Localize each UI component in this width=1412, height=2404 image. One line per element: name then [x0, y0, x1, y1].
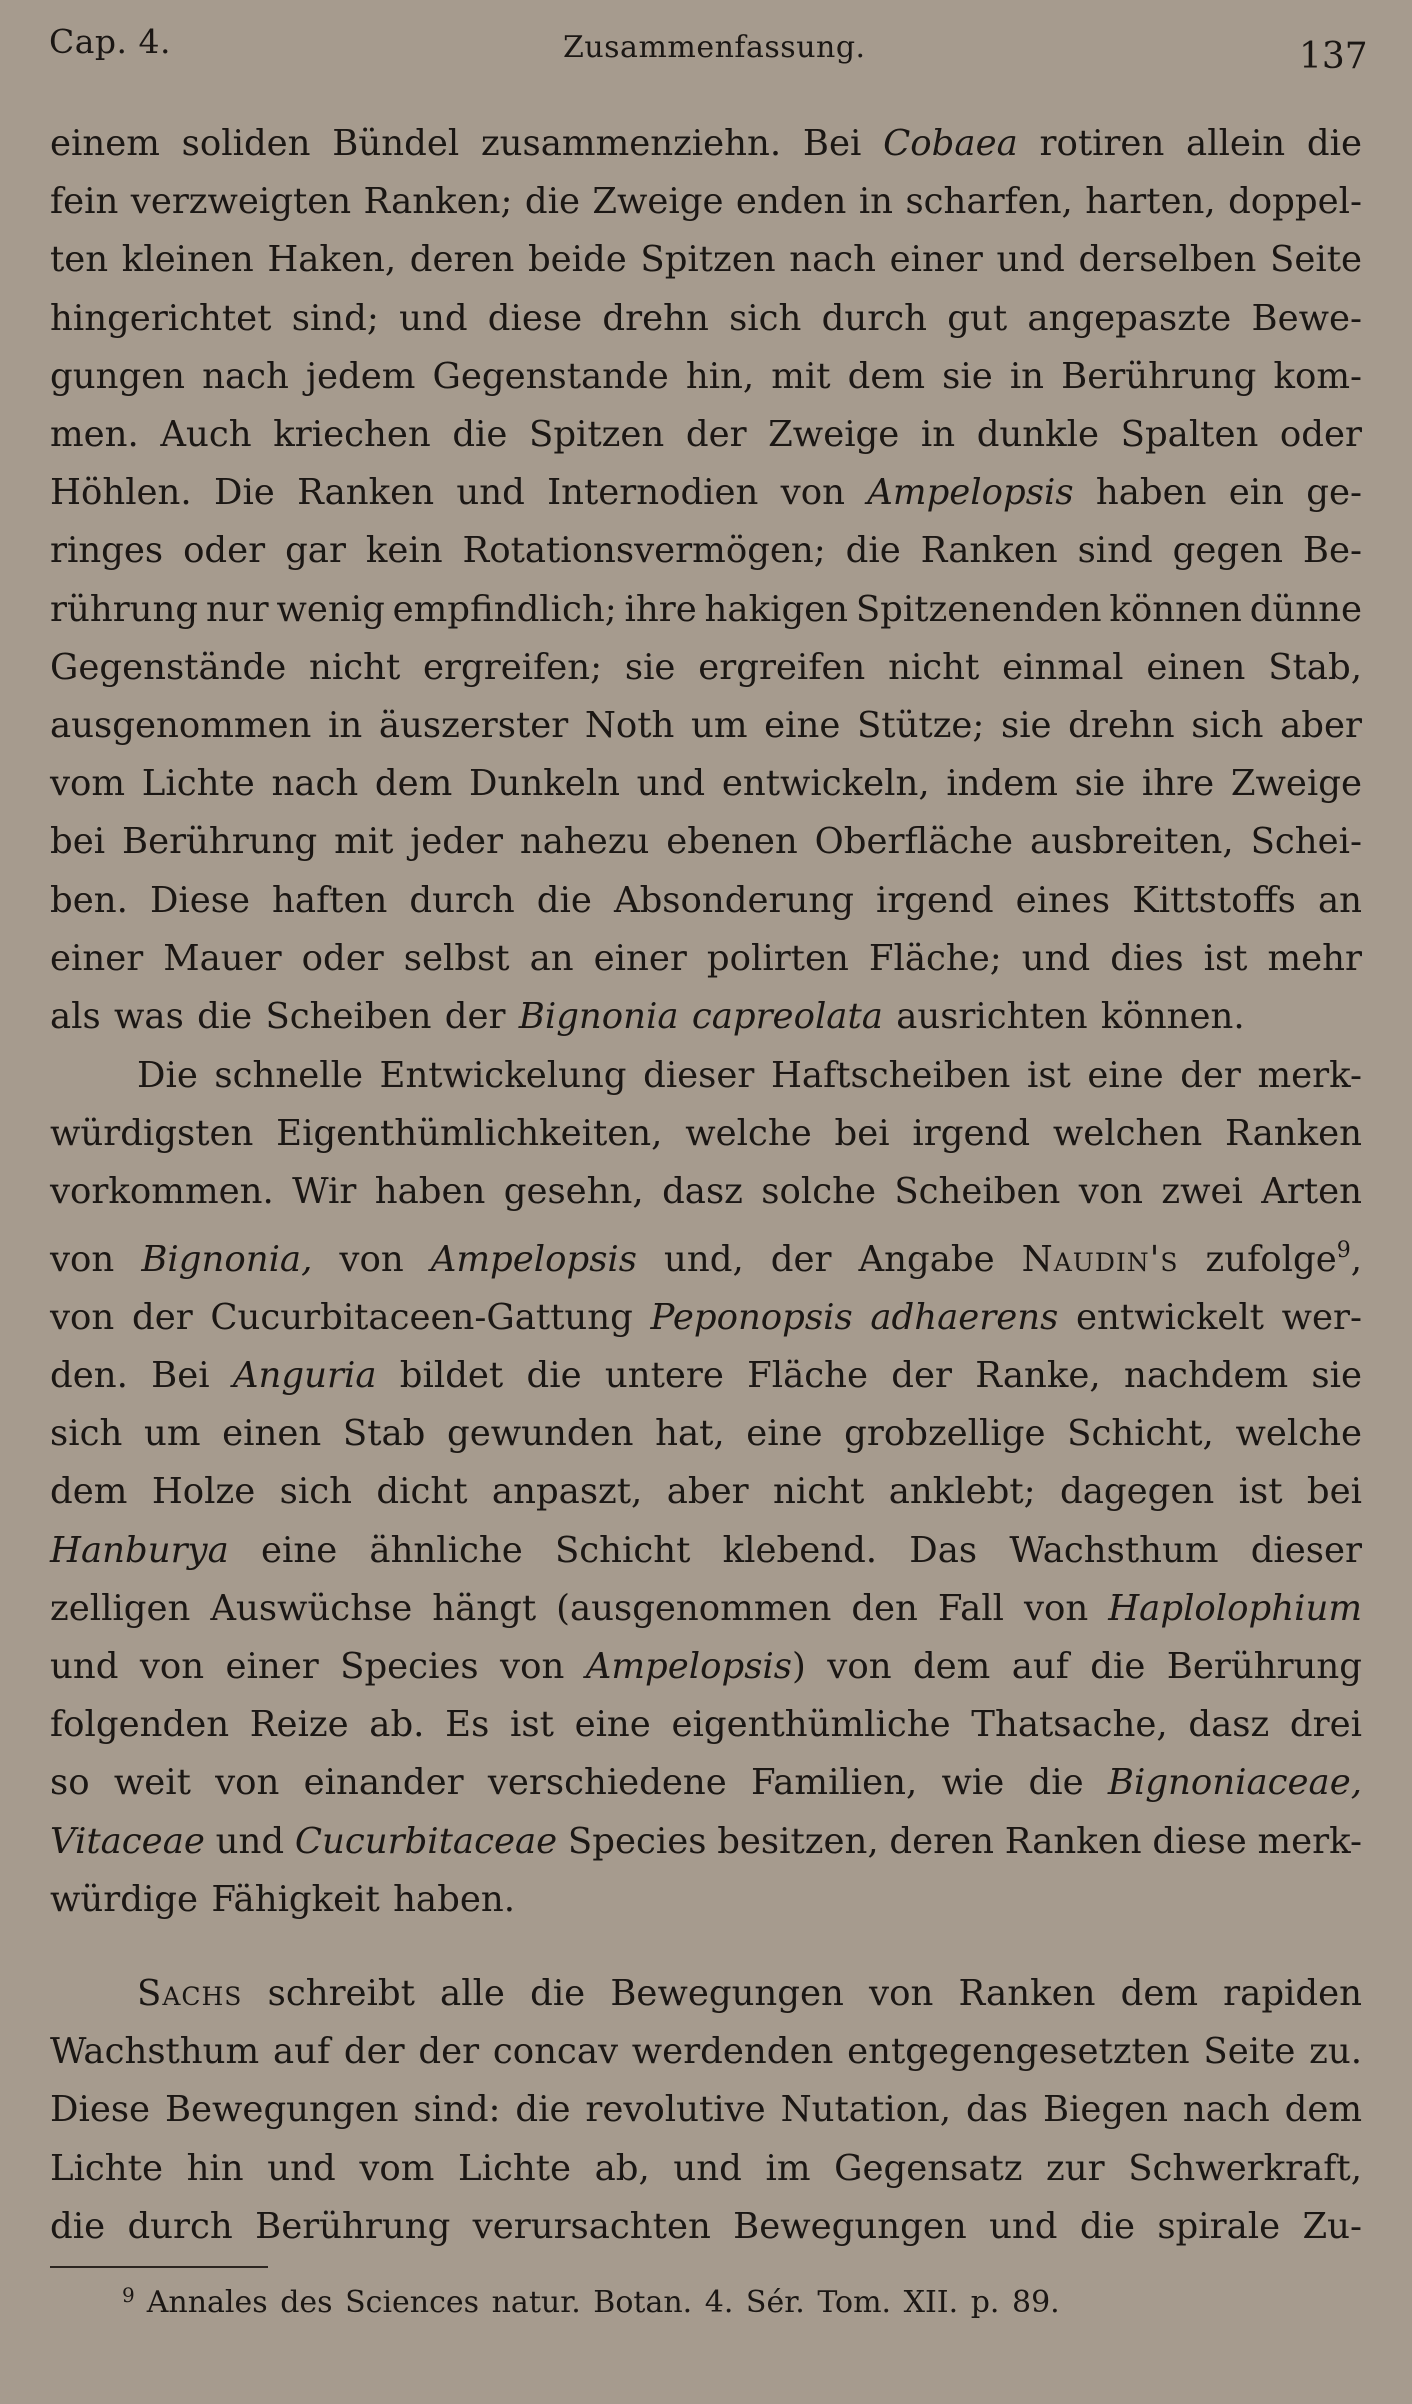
paragraph-1	[50, 115, 1362, 1046]
text-line: gungen nach jedem Gegenstande hin, mit dem sie in Berührung kom-	[50, 355, 1362, 397]
text-line: würdige Fähigkeit haben.	[50, 1878, 515, 1920]
text-line: Hanburya eine ähnliche Schicht klebend. Das Wachsthum dieser	[50, 1529, 1362, 1571]
taxon-name: Ampelopsis	[867, 472, 1074, 514]
paragraph-2	[50, 1047, 1362, 1929]
text-line: bei Berührung mit jeder nahezu ebenen Oberfläche ausbreiten, Schei-	[50, 821, 1362, 863]
taxon-name: Ampelopsis	[585, 1646, 793, 1688]
text-line: ausgenommen in äuszerster Noth um eine Stütze; sie drehn sich aber	[50, 705, 1362, 747]
text-line: vom Lichte nach dem Dunkeln und entwickeln, indem sie ihre Zweige	[50, 763, 1362, 805]
page-number: 137	[1299, 36, 1368, 77]
text-line: Wachsthum auf der der concav werdenden entgegengesetzten Seite zu.	[50, 2031, 1362, 2073]
paragraph-3	[50, 1965, 1362, 2256]
footnote-text: Annales des Sciences natur. Botan. 4. Sér. Tom. XII. p. 89.	[146, 2285, 1060, 2320]
text-line: die durch Berührung verursachten Bewegungen und die spirale Zu-	[50, 2205, 1362, 2247]
text-line: fein verzweigten Ranken; die Zweige enden in scharfen, harten, doppel-	[50, 181, 1362, 223]
text-line: von der Cucurbitaceen-Gattung Peponopsis adhaerens entwickelt wer-	[50, 1296, 1362, 1338]
chapter-label: Cap. 4.	[49, 22, 172, 61]
text-line: rührung nur wenig empfindlich; ihre hakigen Spitzenenden können dünne	[50, 588, 1363, 630]
text-line: men. Auch kriechen die Spitzen der Zweige in dunkle Spalten oder	[50, 414, 1362, 456]
author-name: Naudin's	[1021, 1238, 1179, 1280]
text-line: Lichte hin und vom Lichte ab, und im Gegensatz zur Schwerkraft,	[50, 2147, 1362, 2189]
taxon-name: Cobaea	[883, 123, 1018, 164]
text-line: einem soliden Bündel zusammenziehn. Bei Cobaea rotiren allein die	[50, 123, 1362, 164]
text-line: sich um einen Stab gewunden hat, eine grobzellige Schicht, welche	[50, 1413, 1362, 1455]
taxon-name: Bignoniaceae,	[1107, 1762, 1362, 1804]
running-title: Zusammenfassung.	[563, 30, 866, 65]
text-line: so weit von einander verschiedene Familien, wie die Bignoniaceae,	[50, 1762, 1362, 1804]
text-line: ten kleinen Haken, deren beide Spitzen nach einer und derselben Seite	[50, 239, 1362, 281]
text-line: den. Bei Anguria bildet die untere Fläche der Ranke, nachdem sie	[50, 1355, 1362, 1397]
text-line: Höhlen. Die Ranken und Internodien von Ampelopsis haben ein ge-	[50, 472, 1362, 514]
taxon-name: Haplolophium	[1108, 1587, 1362, 1629]
footnote	[122, 2283, 1060, 2320]
text-line: folgenden Reize ab. Es ist eine eigenthümliche Thatsache, dasz drei	[50, 1704, 1362, 1746]
text-line: und von einer Species von Ampelopsis) von dem auf die Berührung	[50, 1646, 1362, 1688]
footnote-reference: 9	[1336, 1237, 1351, 1263]
text-line: Gegenstände nicht ergreifen; sie ergreifen nicht einmal einen Stab,	[50, 646, 1362, 688]
text-line: würdigsten Eigenthümlichkeiten, welche bei irgend welchen Ranken	[50, 1113, 1362, 1155]
text-line: einer Mauer oder selbst an einer polirten Fläche; und dies ist mehr	[50, 937, 1362, 979]
text-line: dem Holze sich dicht anpaszt, aber nicht anklebt; dagegen ist bei	[50, 1471, 1362, 1513]
author-name: Sachs	[137, 1973, 243, 2014]
footnote-mark: 9	[122, 2283, 135, 2307]
text-line: Vitaceae und Cucurbitaceae Species besitzen, deren Ranken diese merk-	[50, 1820, 1363, 1862]
taxon-name: Bignonia,	[141, 1238, 313, 1280]
text-line: ben. Diese haften durch die Absonderung irgend eines Kittstoffs an	[50, 879, 1362, 921]
taxon-name: Anguria	[232, 1355, 377, 1397]
taxon-name: Vitaceae	[50, 1820, 205, 1862]
text-line: Diese Bewegungen sind: die revolutive Nutation, das Biegen nach dem	[50, 2089, 1362, 2131]
taxon-name: Cucurbitaceae	[294, 1820, 558, 1862]
taxon-name: Ampelopsis	[430, 1238, 637, 1280]
text-line: vorkommen. Wir haben gesehn, dasz solche Scheiben von zwei Arten	[50, 1171, 1362, 1213]
taxon-name: Peponopsis adhaerens	[650, 1296, 1059, 1338]
text-line: Die schnelle Entwickelung dieser Haftscheiben ist eine der merk-	[137, 1055, 1362, 1096]
footnote-divider	[50, 2266, 268, 2268]
text-line: von Bignonia, von Ampelopsis und, der Angabe Naudin's zufolge$^9$,	[50, 1237, 1362, 1280]
text-line: Sachs schreibt alle die Bewegungen von Ranken dem rapiden	[137, 1973, 1362, 2014]
text-line: zelligen Auswüchse hängt (ausgenommen den Fall von Haplolophium	[50, 1587, 1362, 1629]
text-line: ringes oder gar kein Rotationsvermögen; die Ranken sind gegen Be-	[50, 530, 1362, 572]
text-line: als was die Scheiben der Bignonia capreolata ausrichten können.	[50, 996, 1245, 1038]
text-line: hingerichtet sind; und diese drehn sich durch gut angepaszte Bewe-	[50, 297, 1362, 339]
taxon-name: Hanburya	[50, 1529, 229, 1571]
taxon-name: Bignonia capreolata	[518, 996, 883, 1038]
